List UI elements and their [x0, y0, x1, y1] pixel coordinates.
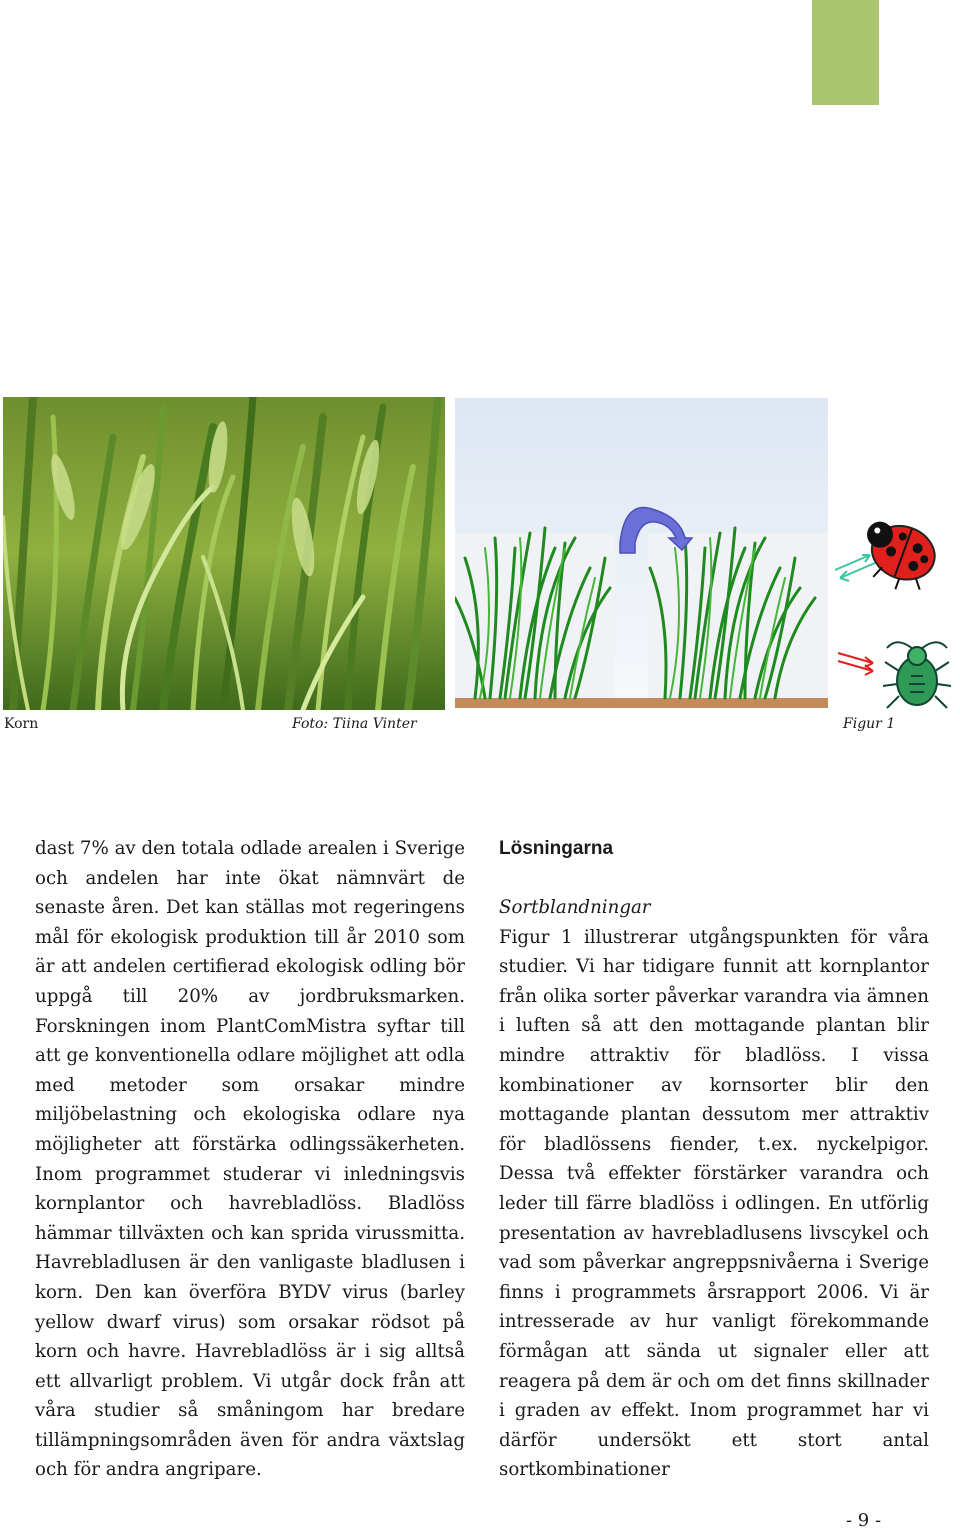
- figure-caption: Figur 1: [843, 716, 896, 732]
- photo-credit: Foto: Tiina Vinter: [292, 716, 417, 732]
- attraction-arrows: [835, 555, 875, 581]
- left-column-text: dast 7% av den totala odlade arealen i Sverige och andelen har inte ökat nämnvärt de senaste åren. Det kan ställas mot regeringens mål för ekologisk produktion till år 2010 som är att andelen certifierad ekologisk odling bör uppgå till 20% av jordbruksmarken. Forskningen inom PlantComMistra syftar till att ge konventionella odlare möjlighet att odla med metoder som orsakar mindre miljöbelastning och ekologiska odlare nya möjligheter att förstärka odlingssäkerheten. Inom programmet studerar vi inledningsvis kornplantor och havrebladlöss. Bladlöss hämmar tillväxten och kan sprida virussmitta. Havrebladlusen är den vanligaste bladlusen i korn. Den kan överföra BYDV virus (barley yellow dwarf virus) som orsakar rödsot på korn och havre. Havrebladlöss är i sig alltså ett allvarligt problem. Vi utgår dock från att våra studier så småningom har bredare tillämpningsområden även för andra växtslag och för andra angripare.: [35, 838, 465, 1481]
- figure-1-drawing: [455, 398, 960, 710]
- barley-photo-illustration: [3, 397, 445, 710]
- barley-photo: [3, 397, 445, 710]
- section-heading: Lösningarna: [499, 838, 614, 859]
- right-column: [499, 834, 929, 1485]
- left-column: [35, 834, 465, 1485]
- subsection-heading: Sortblandningar: [499, 897, 651, 918]
- photo-caption: Korn: [4, 716, 39, 732]
- right-column-text: Figur 1 illustrerar utgångspunkten för våra studier. Vi har tidigare funnit att kornplantor från olika sorter påverkar varandra via ämnen i luften så att den mottagande plantan blir mindre attraktiv för bladlöss. I vissa kombinationer av kornsorter blir den mottagande plantan dessutom mer attraktiv för bladlössens fiender, t.ex. nyckelpigor. Dessa två effekter förstärker varandra och leder till färre bladlöss i odlingen. En utförlig presentation av havrebladlusens livscykel och vad som påverkar angreppsnivåerna i Sverige finns i programmets årsrapport 2006. Vi är intresserade av hur vanligt förekommande förmågan att sända ut signaler eller att reagera på dem är och om det finns skillnader i graden av effekt. Inom programmet har vi därför undersökt ett stort antal sortkombinationer: [499, 926, 929, 1481]
- aphid-icon: [883, 642, 951, 708]
- repel-arrows: [838, 653, 873, 675]
- section-tab: [812, 0, 879, 105]
- figure-1-illustration: [455, 398, 960, 710]
- page-number: - 9 -: [846, 1510, 882, 1531]
